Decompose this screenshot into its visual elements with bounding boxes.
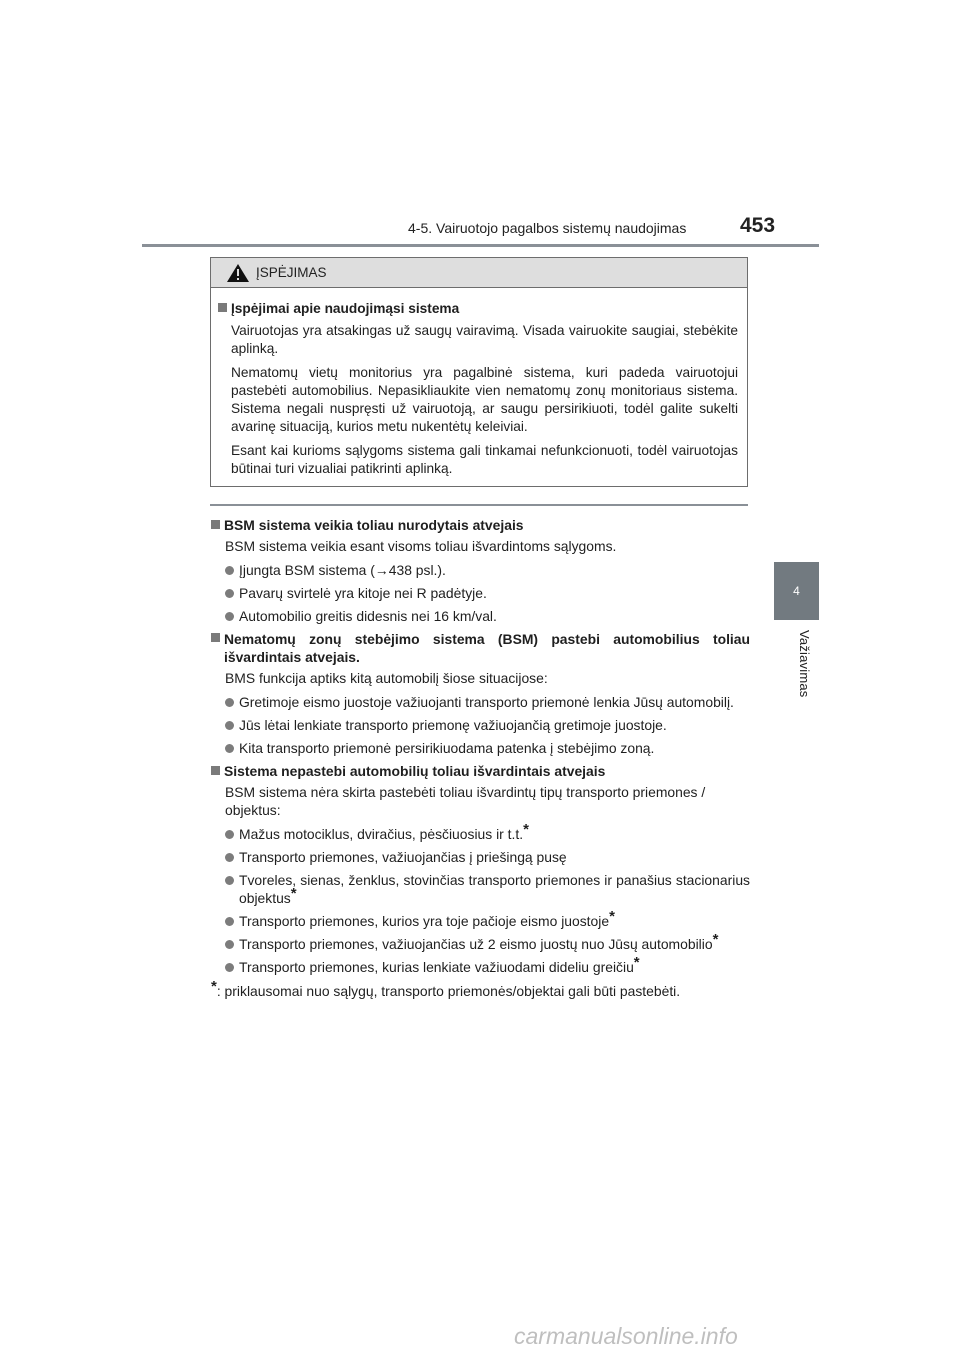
warning-box (210, 257, 748, 487)
section-intro: BSM sistema nėra skirta pastebėti toliau išvardintų tipų transporto priemones / objektus: (225, 784, 706, 818)
bullet-icon (225, 917, 234, 926)
warning-paragraph: Esant kai kurioms sąlygoms sistema gali tinkamai nefunkcionuoti, todėl vairuotojas būtinai turi vizualiai patikrinti aplinką. (231, 443, 738, 476)
list-item (225, 561, 750, 579)
list-item (225, 954, 750, 976)
list-item-text: Mažus motociklus, dviračius, pėsčiuosius ir t.t. (239, 826, 524, 842)
section-heading (211, 762, 750, 780)
bullet-icon (225, 963, 234, 972)
bullet-icon (225, 589, 234, 598)
list-item-text: Kita transporto priemonė persirikiuodama patenka į stebėjimo zoną. (239, 740, 655, 756)
bullet-icon (225, 853, 234, 862)
watermark: carmanualsonline.info (514, 1323, 738, 1349)
list-item-text: Transporto priemones, važiuojančias už 2 eismo juostų nuo Jūsų automobilio (239, 936, 713, 952)
list-item-text: Jūs lėtai lenkiate transporto priemonę važiuojančią gretimoje juostoje. (239, 717, 667, 733)
warning-paragraph: Vairuotojas yra atsakingas už saugų vairavimą. Visada vairuokite saugiai, stebėkite aplinką. (231, 323, 738, 356)
asterisk-marker: * (211, 978, 217, 995)
section-heading-text: Nematomų zonų stebėjimo sistema (BSM) pastebi automobilius toliau išvardintais atvejais. (224, 631, 750, 665)
list-item (225, 584, 750, 602)
warning-body (211, 288, 747, 478)
list-item (225, 871, 750, 907)
section-heading (211, 516, 750, 534)
warning-subheading (218, 300, 738, 318)
list-item (225, 739, 750, 757)
section-intro: BSM sistema veikia esant visoms toliau išvardintoms sąlygoms. (225, 538, 617, 554)
warning-paragraph: Nematomų vietų monitorius yra pagalbinė sistema, kuri padeda vairuotojui pastebėti automobilius. Nepasikliaukite vien nematomų zonų monitoriaus sistema. Sistema negali nuspręsti už vairuotoją, ar saugu persirikiuoti, todėl galite sukelti avarinę situaciją, kurios metu nukentėtų keleiviai. (231, 365, 738, 434)
chapter-tab: 4 (774, 562, 819, 620)
list-item (225, 716, 750, 734)
section-heading (211, 630, 750, 666)
footnote-text: : priklausomai nuo sąlygų, transporto priemonės/objektai gali būti pastebėti. (216, 983, 681, 999)
bullet-icon (225, 698, 234, 707)
bullet-icon (225, 566, 234, 575)
square-bullet-icon (211, 766, 220, 775)
list-item-text: Automobilio greitis didesnis nei 16 km/val. (239, 608, 497, 624)
warning-header (211, 258, 747, 288)
list-item-text: Gretimoje eismo juostoje važiuojanti transporto priemonė lenkia Jūsų automobilį. (239, 694, 734, 710)
bullet-icon (225, 830, 234, 839)
warning-title: ĮSPĖJIMAS (256, 265, 327, 280)
list-item (225, 848, 750, 866)
square-bullet-icon (211, 633, 220, 642)
square-bullet-icon (211, 520, 220, 529)
section-divider (210, 504, 748, 506)
square-bullet-icon (218, 303, 227, 312)
asterisk-marker: * (712, 931, 719, 948)
main-content (211, 512, 750, 1000)
bullet-icon (225, 940, 234, 949)
list-item (225, 908, 750, 930)
list-item (225, 821, 750, 843)
asterisk-marker: * (523, 821, 529, 838)
bullet-icon (225, 744, 234, 753)
list-item (225, 693, 750, 711)
list-item-text: Įjungta BSM sistema (→438 psl.). (239, 562, 446, 578)
list-item-text: Tvoreles, sienas, ženklus, stovinčias transporto priemones ir panašius stacionarius objektus (239, 872, 750, 906)
header-rule (142, 244, 819, 247)
bullet-icon (225, 721, 234, 730)
asterisk-marker: * (290, 885, 297, 902)
header-title: 4-5. Vairuotojo pagalbos sistemų naudojimas (408, 220, 687, 236)
bullet-icon (225, 612, 234, 621)
warning-triangle-icon (226, 263, 250, 283)
list-item (225, 607, 750, 625)
section-heading-text: Sistema nepastebi automobilių toliau išvardintais atvejais (224, 763, 606, 779)
asterisk-marker: * (633, 954, 640, 971)
list-item (225, 931, 750, 953)
asterisk-marker: * (609, 908, 615, 925)
footnote (211, 978, 750, 1000)
page-number: 453 (740, 214, 776, 237)
bullet-icon (225, 876, 234, 885)
list-item-text: Pavarų svirtelė yra kitoje nei R padėtyje. (239, 585, 487, 601)
section-heading-text: BSM sistema veikia toliau nurodytais atvejais (224, 517, 524, 533)
list-item-text: Transporto priemones, važiuojančias į priešingą pusę (239, 849, 567, 865)
list-item-text: Transporto priemones, kurias lenkiate važiuodami dideliu greičiu (239, 959, 634, 975)
warning-subheading-text: Įspėjimai apie naudojimąsi sistema (231, 301, 460, 316)
list-item-text: Transporto priemones, kurios yra toje pačioje eismo juostoje (239, 913, 610, 929)
section-intro: BMS funkcija aptiks kitą automobilį šiose situacijose: (225, 670, 548, 686)
chapter-label: Važiavimas (797, 630, 812, 698)
